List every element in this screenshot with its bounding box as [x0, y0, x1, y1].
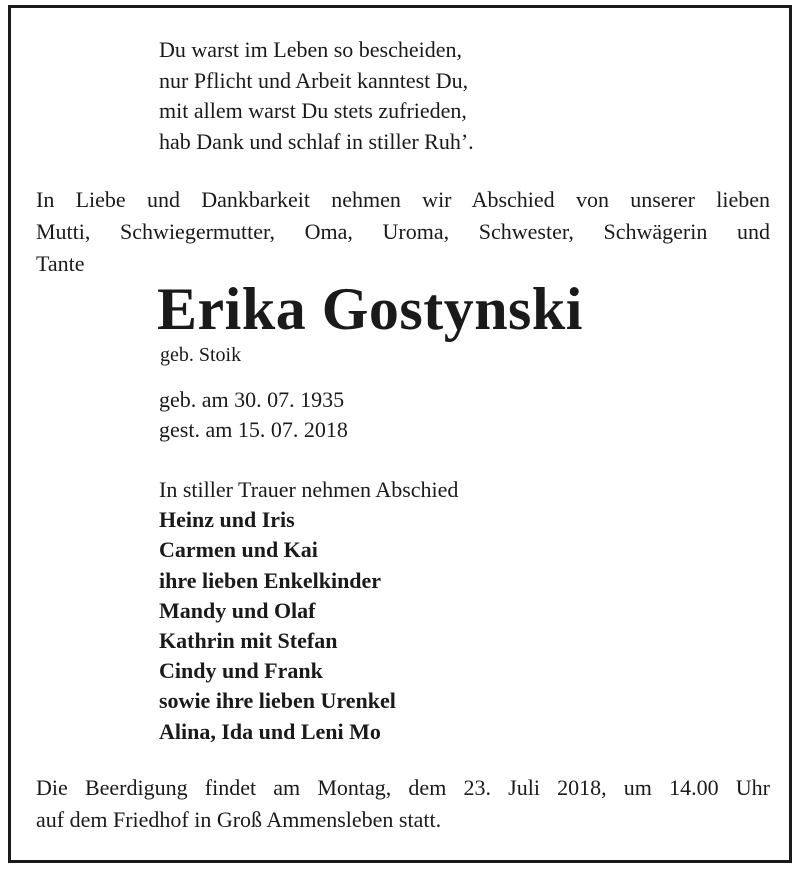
- deceased-name: Erika Gostynski: [157, 276, 583, 342]
- funeral-info: [36, 772, 770, 836]
- poem-line: mit allem warst Du stets zufrieden,: [159, 98, 467, 123]
- intro-paragraph: [36, 184, 770, 280]
- intro-line: Tante: [36, 251, 85, 276]
- funeral-line: auf dem Friedhof in Groß Ammensleben statt.: [36, 807, 442, 832]
- mourners-section: [159, 475, 458, 747]
- intro-line: In Liebe und Dankbarkeit nehmen wir Abschied von unserer lieben: [36, 187, 770, 212]
- life-dates: [159, 385, 348, 445]
- mourner-name: Alina, Ida und Leni Mo: [159, 718, 381, 744]
- memorial-poem: [159, 35, 474, 157]
- mourner-name: Heinz und Iris: [159, 507, 295, 533]
- funeral-line: Die Beerdigung findet am Montag, dem 23. Juli 2018, um 14.00 Uhr: [36, 775, 770, 800]
- intro-line: Mutti, Schwiegermutter, Oma, Uroma, Schwester, Schwägerin und: [36, 219, 770, 244]
- mourner-name: ihre lieben Enkelkinder: [159, 567, 382, 593]
- obituary-notice: [8, 5, 792, 863]
- mourners-heading: In stiller Trauer nehmen Abschied: [159, 477, 459, 502]
- birth-date: geb. am 30. 07. 1935: [159, 387, 345, 412]
- death-date: gest. am 15. 07. 2018: [159, 417, 348, 442]
- poem-line: nur Pflicht und Arbeit kanntest Du,: [159, 67, 469, 93]
- mourner-name: Mandy und Olaf: [159, 597, 316, 623]
- mourner-name: Kathrin mit Stefan: [159, 628, 338, 654]
- mourner-name: sowie ihre lieben Urenkel: [159, 688, 396, 714]
- maiden-name: geb. Stoik: [160, 344, 242, 366]
- mourner-name: Cindy und Frank: [159, 658, 323, 684]
- mourner-name: Carmen und Kai: [159, 537, 318, 563]
- mourners-list: [159, 505, 458, 747]
- poem-line: Du warst im Leben so bescheiden,: [159, 37, 463, 62]
- poem-line: hab Dank und schlaf in stiller Ruh’.: [159, 128, 474, 154]
